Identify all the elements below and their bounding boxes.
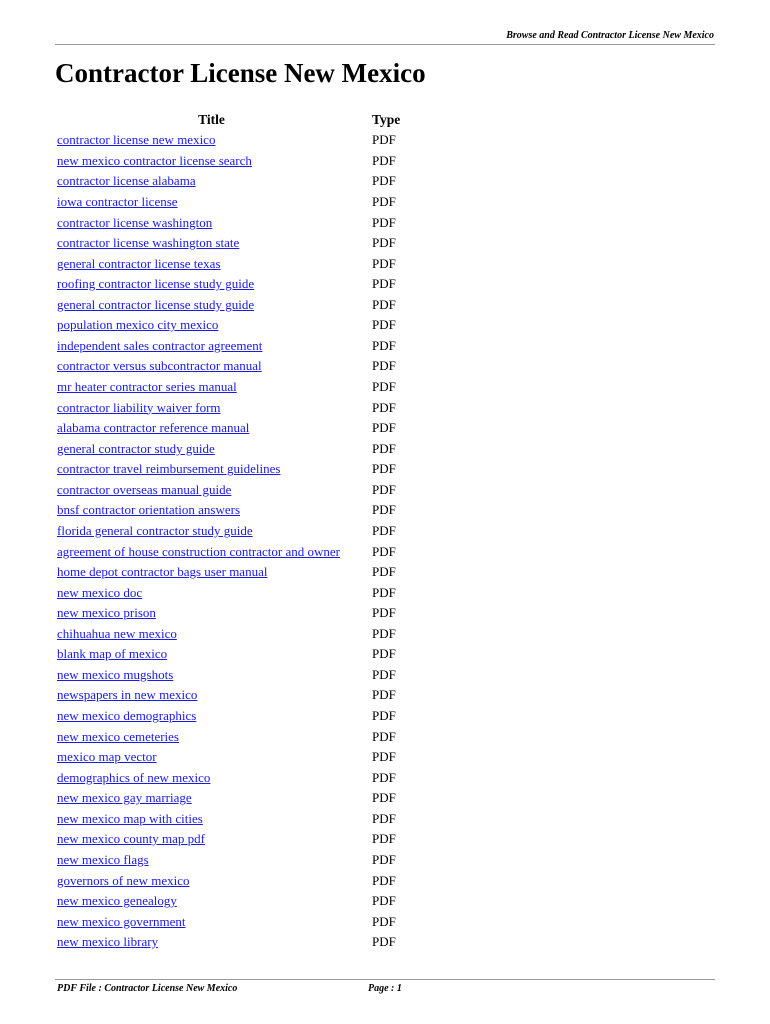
table-row: [57, 253, 400, 274]
footer-page-number: Page : 1: [368, 983, 402, 994]
title-cell: [57, 891, 366, 912]
pdf-title-link[interactable]: bnsf contractor orientation answers: [57, 502, 241, 518]
title-cell: [57, 624, 366, 645]
type-cell: PDF: [372, 810, 396, 826]
type-cell: PDF: [372, 358, 396, 374]
title-cell: [57, 644, 366, 665]
table-row: [57, 767, 400, 788]
pdf-title-link[interactable]: new mexico genealogy: [57, 893, 177, 909]
footer-divider: [55, 979, 715, 980]
pdf-title-link[interactable]: general contractor study guide: [57, 440, 215, 456]
table-row: [57, 747, 400, 768]
page-header-text: Browse and Read Contractor License New Mexico: [506, 30, 714, 41]
title-cell: [57, 932, 366, 953]
type-cell: PDF: [372, 214, 396, 230]
table-row: [57, 891, 400, 912]
table-row: [57, 788, 400, 809]
title-cell: [57, 870, 366, 891]
table-row: [57, 418, 400, 439]
title-column-header: Title: [198, 112, 225, 127]
type-cell: PDF: [372, 440, 396, 456]
type-cell: PDF: [372, 337, 396, 353]
pdf-title-link[interactable]: new mexico gay marriage: [57, 790, 192, 806]
header-divider: [55, 44, 715, 45]
pdf-title-link[interactable]: new mexico government: [57, 913, 186, 929]
pdf-title-link[interactable]: general contractor license texas: [57, 255, 221, 271]
title-cell: [57, 747, 366, 768]
title-cell: [57, 171, 366, 192]
title-cell: [57, 192, 366, 213]
type-cell: PDF: [372, 584, 396, 600]
title-cell: [57, 521, 366, 542]
table-row: [57, 336, 400, 357]
type-cell: PDF: [372, 502, 396, 518]
type-cell: PDF: [372, 193, 396, 209]
title-cell: [57, 438, 366, 459]
pdf-title-link[interactable]: home depot contractor bags user manual: [57, 564, 268, 580]
type-cell: PDF: [372, 708, 396, 724]
table-row: [57, 706, 400, 727]
type-cell: PDF: [372, 646, 396, 662]
type-cell: PDF: [372, 296, 396, 312]
title-cell: [57, 603, 366, 624]
table-row: [57, 624, 400, 645]
pdf-title-link[interactable]: new mexico prison: [57, 605, 156, 621]
type-cell: PDF: [372, 173, 396, 189]
pdf-title-link[interactable]: new mexico library: [57, 934, 159, 950]
table-row: [57, 685, 400, 706]
table-row: [57, 192, 400, 213]
type-cell: PDF: [372, 420, 396, 436]
title-cell: [57, 809, 366, 830]
title-cell: [57, 336, 366, 357]
table-row: [57, 726, 400, 747]
title-cell: [57, 212, 366, 233]
type-cell: PDF: [372, 605, 396, 621]
title-cell: [57, 459, 366, 480]
title-cell: [57, 480, 366, 501]
pdf-title-link[interactable]: mexico map vector: [57, 749, 157, 765]
pdf-title-link[interactable]: blank map of mexico: [57, 646, 168, 662]
type-cell: PDF: [372, 379, 396, 395]
type-cell: PDF: [372, 728, 396, 744]
table-row: [57, 541, 400, 562]
type-cell: PDF: [372, 564, 396, 580]
table-row: [57, 274, 400, 295]
pdf-title-link[interactable]: contractor license washington: [57, 214, 213, 230]
pdf-title-link[interactable]: contractor license new mexico: [57, 132, 216, 148]
table-row: [57, 644, 400, 665]
pdf-title-link[interactable]: governors of new mexico: [57, 872, 190, 888]
pdf-title-link[interactable]: contractor license alabama: [57, 173, 196, 189]
table-row: [57, 911, 400, 932]
type-cell: PDF: [372, 543, 396, 559]
title-cell: [57, 397, 366, 418]
type-cell: PDF: [372, 913, 396, 929]
table-row: [57, 521, 400, 542]
table-row: [57, 829, 400, 850]
type-cell: PDF: [372, 831, 396, 847]
type-cell: PDF: [372, 152, 396, 168]
table-row: [57, 932, 400, 953]
title-cell: [57, 253, 366, 274]
type-cell: PDF: [372, 461, 396, 477]
table-row: [57, 500, 400, 521]
type-cell: PDF: [372, 132, 396, 148]
pdf-title-link[interactable]: new mexico map with cities: [57, 810, 203, 826]
table-row: [57, 315, 400, 336]
type-cell: PDF: [372, 666, 396, 682]
pdf-title-link[interactable]: mr heater contractor series manual: [57, 379, 237, 395]
type-cell: PDF: [372, 317, 396, 333]
type-cell: PDF: [372, 235, 396, 251]
document-title: Contractor License New Mexico: [55, 58, 426, 88]
table-row: [57, 665, 400, 686]
pdf-title-link[interactable]: new mexico mugshots: [57, 666, 174, 682]
pdf-title-link[interactable]: new mexico county map pdf: [57, 831, 206, 847]
title-cell: [57, 911, 366, 932]
table-row: [57, 562, 400, 583]
table-row: [57, 295, 400, 316]
table-row: [57, 459, 400, 480]
table-row: [57, 870, 400, 891]
pdf-title-link[interactable]: chihuahua new mexico: [57, 625, 177, 641]
title-cell: [57, 295, 366, 316]
type-cell: PDF: [372, 687, 396, 703]
table-row: [57, 171, 400, 192]
table-row: [57, 850, 400, 871]
title-cell: [57, 418, 366, 439]
title-cell: [57, 582, 366, 603]
title-cell: [57, 829, 366, 850]
type-cell: PDF: [372, 790, 396, 806]
title-cell: [57, 788, 366, 809]
title-cell: [57, 315, 366, 336]
pdf-title-link[interactable]: contractor liability waiver form: [57, 399, 221, 415]
type-cell: PDF: [372, 255, 396, 271]
pdf-title-link[interactable]: contractor travel reimbursement guidelines: [57, 461, 281, 477]
pdf-title-link[interactable]: new mexico contractor license search: [57, 152, 252, 168]
pdf-title-link[interactable]: newspapers in new mexico: [57, 687, 198, 703]
pdf-list-table: [57, 110, 400, 953]
type-cell: PDF: [372, 872, 396, 888]
pdf-title-link[interactable]: florida general contractor study guide: [57, 522, 253, 538]
table-row: [57, 480, 400, 501]
table-row: [57, 397, 400, 418]
title-cell: [57, 541, 366, 562]
table-row: [57, 377, 400, 398]
table-row: [57, 603, 400, 624]
title-cell: [57, 665, 366, 686]
pdf-title-link[interactable]: contractor overseas manual guide: [57, 481, 232, 497]
title-cell: [57, 562, 366, 583]
pdf-title-link[interactable]: new mexico doc: [57, 584, 143, 600]
footer-file-label: PDF File : Contractor License New Mexico: [57, 983, 238, 994]
title-cell: [57, 850, 366, 871]
pdf-title-link[interactable]: demographics of new mexico: [57, 769, 211, 785]
pdf-title-link[interactable]: contractor versus subcontractor manual: [57, 358, 262, 374]
type-cell: PDF: [372, 625, 396, 641]
title-cell: [57, 130, 366, 151]
table-row: [57, 130, 400, 151]
pdf-title-link[interactable]: general contractor license study guide: [57, 296, 255, 312]
table-row: [57, 809, 400, 830]
title-cell: [57, 726, 366, 747]
title-cell: [57, 356, 366, 377]
table-row: [57, 582, 400, 603]
table-row: [57, 233, 400, 254]
pdf-title-link[interactable]: population mexico city mexico: [57, 317, 219, 333]
title-cell: [57, 685, 366, 706]
title-cell: [57, 706, 366, 727]
table-header-row: [57, 110, 400, 130]
title-cell: [57, 274, 366, 295]
type-cell: PDF: [372, 399, 396, 415]
table-row: [57, 151, 400, 172]
title-cell: [57, 767, 366, 788]
pdf-title-link[interactable]: independent sales contractor agreement: [57, 337, 263, 353]
pdf-title-link[interactable]: iowa contractor license: [57, 193, 178, 209]
pdf-title-link[interactable]: new mexico flags: [57, 851, 149, 867]
pdf-title-link[interactable]: alabama contractor reference manual: [57, 420, 250, 436]
type-cell: PDF: [372, 934, 396, 950]
title-cell: [57, 377, 366, 398]
type-cell: PDF: [372, 769, 396, 785]
type-cell: PDF: [372, 522, 396, 538]
table-row: [57, 356, 400, 377]
title-cell: [57, 233, 366, 254]
type-cell: PDF: [372, 481, 396, 497]
type-cell: PDF: [372, 893, 396, 909]
pdf-title-link[interactable]: new mexico cemeteries: [57, 728, 179, 744]
pdf-title-link[interactable]: roofing contractor license study guide: [57, 276, 255, 292]
pdf-title-link[interactable]: new mexico demographics: [57, 708, 197, 724]
type-cell: PDF: [372, 749, 396, 765]
type-column-header: Type: [372, 112, 401, 127]
pdf-title-link[interactable]: contractor license washington state: [57, 235, 240, 251]
type-cell: PDF: [372, 851, 396, 867]
title-cell: [57, 500, 366, 521]
table-body: [57, 130, 400, 953]
title-cell: [57, 151, 366, 172]
type-cell: PDF: [372, 276, 396, 292]
table-row: [57, 438, 400, 459]
pdf-title-link[interactable]: agreement of house construction contractor and owner: [57, 543, 341, 559]
table-row: [57, 212, 400, 233]
